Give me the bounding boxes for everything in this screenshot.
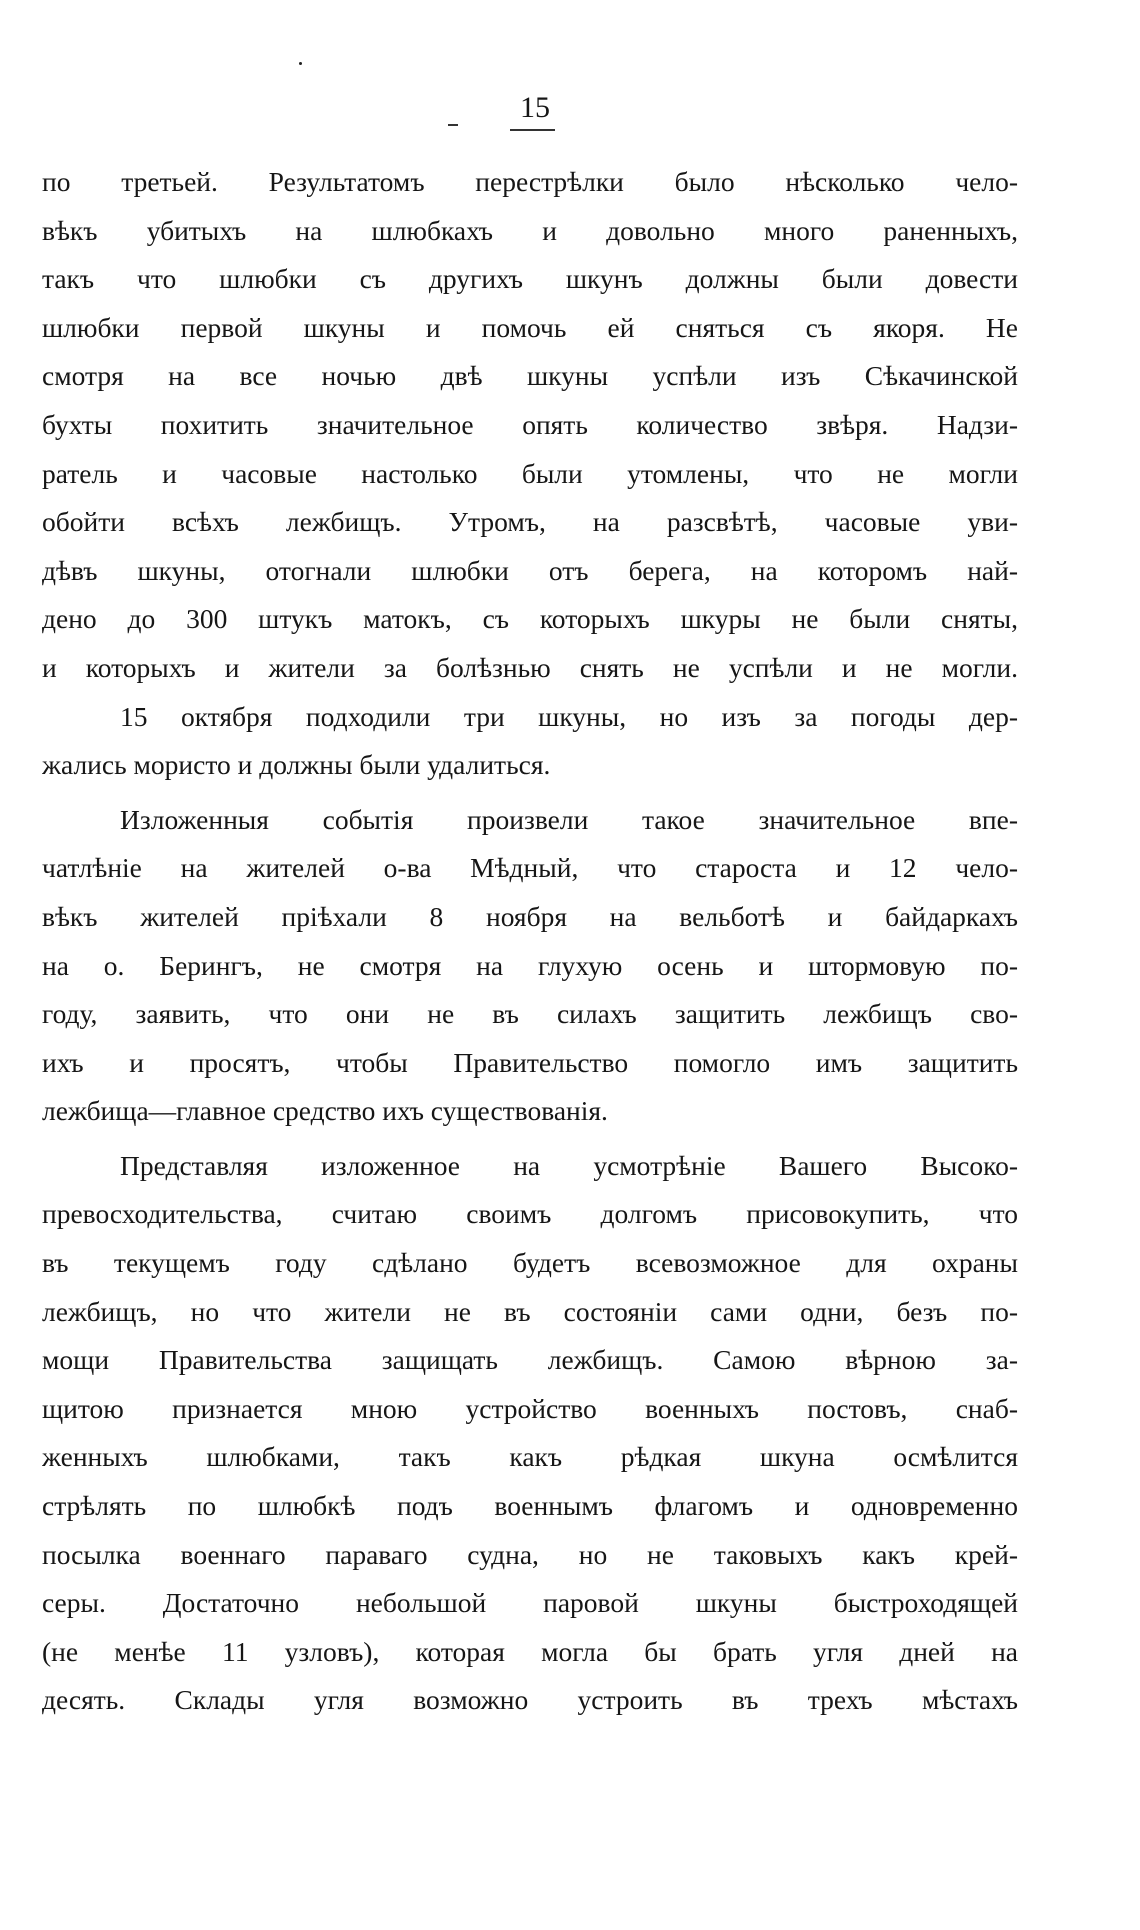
text-line: лежбища—главное средство ихъ существованія. — [42, 1095, 608, 1127]
text-line: мощи Правительства защищать лежбищъ. Самою вѣрною за- — [42, 1344, 1018, 1376]
page-header — [0, 90, 1140, 150]
text-line: вѣкъ жителей пріѣхали 8 ноября на вельботѣ и байдаркахъ — [42, 900, 1018, 932]
page-number: 15 — [520, 91, 550, 124]
text-line: смотря на все ночью двѣ шкуны успѣли изъ Сѣкачинской — [42, 360, 1018, 392]
paragraph — [42, 158, 1018, 693]
header-dash — [448, 124, 458, 126]
text-line: стрѣлять по шлюбкѣ подъ военнымъ флагомъ и одновременно — [42, 1490, 1018, 1522]
text-line: ихъ и просятъ, чтобы Правительство помогло имъ защитить — [42, 1046, 1018, 1078]
text-line: по третьей. Результатомъ перестрѣлки было нѣсколько чело- — [42, 166, 1018, 197]
text-line: вѣкъ убитыхъ на шлюбкахъ и довольно много раненныхъ, — [42, 214, 1018, 246]
text-line: на о. Берингъ, не смотря на глухую осень и штормовую по- — [42, 949, 1018, 981]
paragraph — [42, 796, 1018, 1136]
text-line: шлюбки первой шкуны и помочь ей сняться съ якоря. Не — [42, 311, 1018, 343]
text-line: ратель и часовые настолько были утомлены, что не могли — [42, 457, 1018, 489]
text-line: году, заявить, что они не въ силахъ защитить лежбищъ сво- — [42, 998, 1018, 1030]
text-line: женныхъ шлюбками, такъ какъ рѣдкая шкуна осмѣлится — [42, 1441, 1018, 1473]
paragraph — [42, 1142, 1018, 1725]
body-text — [42, 158, 1018, 1725]
text-line: Изложенныя событія произвели такое значительное впе- — [120, 803, 1018, 835]
text-line: посылка военнаго параваго судна, но не таковыхъ какъ крей- — [42, 1538, 1018, 1570]
text-line: щитою признается мною устройство военныхъ постовъ, снаб- — [42, 1392, 1018, 1424]
text-line: Представляя изложенное на усмотрѣніе Вашего Высоко- — [120, 1149, 1018, 1181]
text-line: превосходительства, считаю своимъ долгомъ присовокупить, что — [42, 1198, 1018, 1230]
text-line: чатлѣніе на жителей о-ва Мѣдный, что староста и 12 чело- — [42, 852, 1018, 884]
text-line: серы. Достаточно небольшой паровой шкуны быстроходящей — [42, 1587, 1018, 1619]
text-line: (не менѣе 11 узловъ), которая могла бы брать угля дней на — [42, 1635, 1018, 1667]
page-number-underline — [510, 129, 555, 131]
paragraph — [42, 693, 1018, 790]
text-line: дѣвъ шкуны, отогнали шлюбки отъ берега, на которомъ най- — [42, 554, 1018, 586]
print-speck — [299, 62, 302, 65]
text-line: 15 октября подходили три шкуны, но изъ за погоды дер- — [120, 700, 1018, 732]
text-line: бухты похитить значительное опять количество звѣря. Надзи- — [42, 408, 1018, 440]
text-line: лежбищъ, но что жители не въ состояніи сами одни, безъ по- — [42, 1295, 1018, 1327]
text-line: такъ что шлюбки съ другихъ шкунъ должны были довести — [42, 263, 1018, 295]
text-line: дено до 300 штукъ матокъ, съ которыхъ шкуры не были сняты, — [42, 603, 1018, 635]
text-line: обойти всѣхъ лежбищъ. Утромъ, на разсвѣтѣ, часовые уви- — [42, 506, 1018, 538]
text-line: въ текущемъ году сдѣлано будетъ всевозможное для охраны — [42, 1247, 1018, 1279]
text-line: и которыхъ и жители за болѣзнью снять не успѣли и не могли. — [42, 651, 1018, 683]
text-line: десять. Склады угля возможно устроить въ трехъ мѣстахъ — [42, 1684, 1018, 1716]
text-line: жались мористо и должны были удалиться. — [42, 749, 551, 781]
